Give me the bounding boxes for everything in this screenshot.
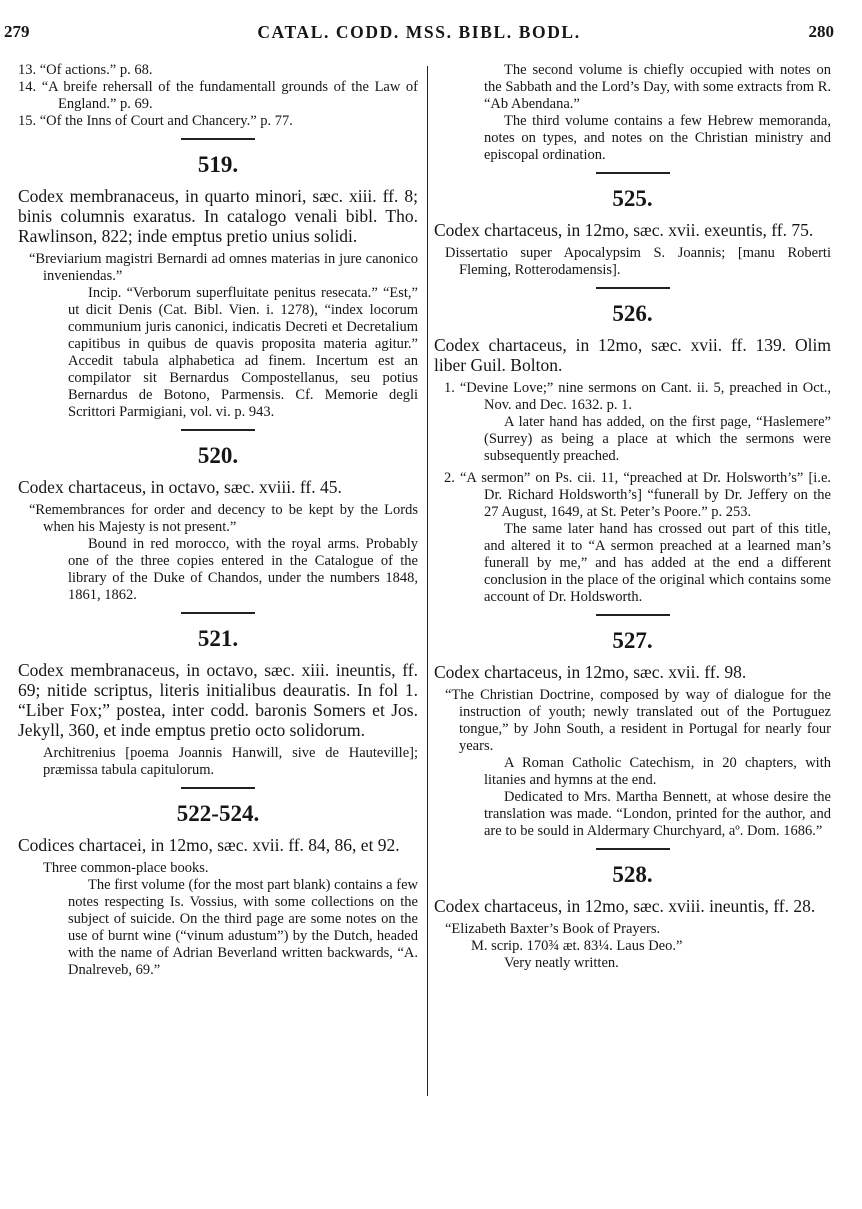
column-divider	[427, 66, 428, 1096]
entry-number: 521.	[197, 626, 239, 651]
running-title: CATAL. CODD. MSS. BIBL. BODL.	[257, 22, 581, 42]
section-rule	[596, 287, 670, 289]
entry-note: Dissertatio super Apocalypsim S. Joannis; [manu Roberti Fleming, Rotterodamensis].	[445, 245, 831, 278]
continued-note: The second volume is chiefly occupied with notes on the Sabbath and the Lord’s Day, with some extracts from R. “Ab Abendana.”	[484, 62, 831, 112]
entry-note: A later hand has added, on the first page, “Haslemere” (Surrey) as being a place at which the sermons were subsequently preached.	[484, 414, 831, 464]
list-item: 1. “Devine Love;” nine sermons on Cant. ii. 5, preached in Oct., Nov. and Dec. 1632. p. 1.	[444, 380, 831, 413]
entry-title: Three common-place books.	[43, 860, 209, 876]
entry-number: 526.	[612, 301, 653, 326]
codex-description: Codex chartaceus, in 12mo, sæc. xviii. ineuntis, ff. 28.	[434, 896, 816, 916]
page-header	[4, 22, 834, 48]
entry-note: A Roman Catholic Catechism, in 20 chapters, with litanies and hymns at the end.	[484, 755, 831, 788]
section-rule	[181, 612, 255, 614]
entry-note: The first volume (for the most part blank) contains a few notes respecting Is. Vossius, with some collections on the subject of suicide. On the third page are some notes on the use of burnt wine (“vinum adustum”) by the Dutch, headed with the name of Adrian Beverland written backwards, “A. Dnalreveb, 69.”	[68, 877, 418, 978]
entry-number: 522-524.	[176, 801, 260, 826]
left-column	[18, 62, 418, 979]
entry-title: “Breviarium magistri Bernardi ad omnes materias in jure canonico inveniendas.”	[29, 251, 418, 284]
entry-line: M. scrip. 170¾ æt. 83¼. Laus Deo.”	[471, 938, 683, 954]
list-item: 14. “A breife rehersall of the fundamentall grounds of the Law of England.” p. 69.	[18, 79, 418, 112]
entry-title: “The Christian Doctrine, composed by way of dialogue for the instruction of youth; newly translated out of the Portuguez tongue,” by John South, a resident in Portugal for nearly four years.	[445, 687, 831, 754]
entry-note: The same later hand has crossed out part of this title, and altered it to “A sermon preached at a learned man’s funerall by me,” and has added at the end a different conclusion in the place of the original which contains some account of Dr. Holdsworth.	[484, 521, 831, 605]
entry-number: 528.	[612, 862, 653, 887]
entry-number: 519.	[197, 152, 239, 177]
list-item: 13. “Of actions.” p. 68.	[18, 62, 153, 78]
codex-description: Codices chartacei, in 12mo, sæc. xvii. ff. 84, 86, et 92.	[18, 835, 400, 855]
entry-number: 527.	[612, 628, 653, 653]
list-item: 15. “Of the Inns of Court and Chancery.” p. 77.	[18, 113, 293, 129]
entry-number: 520.	[197, 443, 239, 468]
page-number-left: 279	[4, 22, 30, 41]
page-number-right: 280	[808, 22, 834, 41]
codex-description: Codex chartaceus, in 12mo, sæc. xvii. exeuntis, ff. 75.	[434, 220, 814, 240]
section-rule	[181, 787, 255, 789]
section-rule	[596, 172, 670, 174]
entry-line: Very neatly written.	[504, 955, 619, 971]
codex-description: Codex chartaceus, in 12mo, sæc. xvii. ff. 98.	[434, 662, 747, 682]
entry-title: “Remembrances for order and decency to be kept by the Lords when his Majesty is not present.”	[29, 502, 418, 535]
section-rule	[181, 138, 255, 140]
entry-note: Architrenius [poema Joannis Hanwill, sive de Hauteville]; præmissa tabula capitulorum.	[43, 745, 418, 778]
entry-note: Dedicated to Mrs. Martha Bennett, at whose desire the translation was made. “London, printed for the author, and are to be sould in Aldermary Churchyard, aº. Dom. 1686.”	[484, 789, 831, 839]
continued-note: The third volume contains a few Hebrew memoranda, notes on types, and notes on the Christian ministry and episcopal ordination.	[484, 113, 831, 163]
entry-number: 525.	[612, 186, 653, 211]
right-column	[434, 62, 831, 972]
entry-title: “Elizabeth Baxter’s Book of Prayers.	[445, 921, 661, 937]
section-rule	[181, 429, 255, 431]
section-rule	[596, 848, 670, 850]
entry-note: Bound in red morocco, with the royal arms. Probably one of the three copies entered in the Catalogue of the library of the Duke of Chandos, under the numbers 1848, 1861, 1862.	[68, 536, 418, 603]
codex-description: Codex membranaceus, in quarto minori, sæc. xiii. ff. 8; binis columnis exaratus. In catalogo venali bibl. Tho. Rawlinson, 822; inde emptus pretio unius solidi.	[18, 186, 418, 246]
codex-description: Codex membranaceus, in octavo, sæc. xiii. ineuntis, ff. 69; nitide scriptus, literis initialibus deauratis. In fol 1. “Liber Fox;” postea, inter codd. baronis Somers et Jos. Jekyll, 360, et inde emptus pretio octo solidorum.	[18, 660, 418, 740]
codex-description: Codex chartaceus, in octavo, sæc. xviii. ff. 45.	[18, 477, 342, 497]
entry-note: Incip. “Verborum superfluitate penitus resecata.” “Est,” ut dicit Denis (Cat. Bibl. Vien. i. 1278), “index locorum communium juris canonici, indicatis Decreti et Decretalium capitibus in quibus de quavis proposita materia agitur.” Accedit tabula alphabetica ad finem. Incertum est an compilator sit Bernardus Compostellanus, seu potius Bernardus de Botono, Parmensis. Cf. Memorie degli Scrittori Parmigiani, vol. vi. p. 943.	[68, 285, 418, 420]
codex-description: Codex chartaceus, in 12mo, sæc. xvii. ff. 139. Olim liber Guil. Bolton.	[434, 335, 831, 375]
section-rule	[596, 614, 670, 616]
list-item: 2. “A sermon” on Ps. cii. 11, “preached at Dr. Holsworth’s” [i.e. Dr. Richard Holdsworth’s] “funerall by Dr. Jeffery on the 27 August, 1649, at St. Peter’s Poore.” p. 253.	[444, 470, 831, 520]
